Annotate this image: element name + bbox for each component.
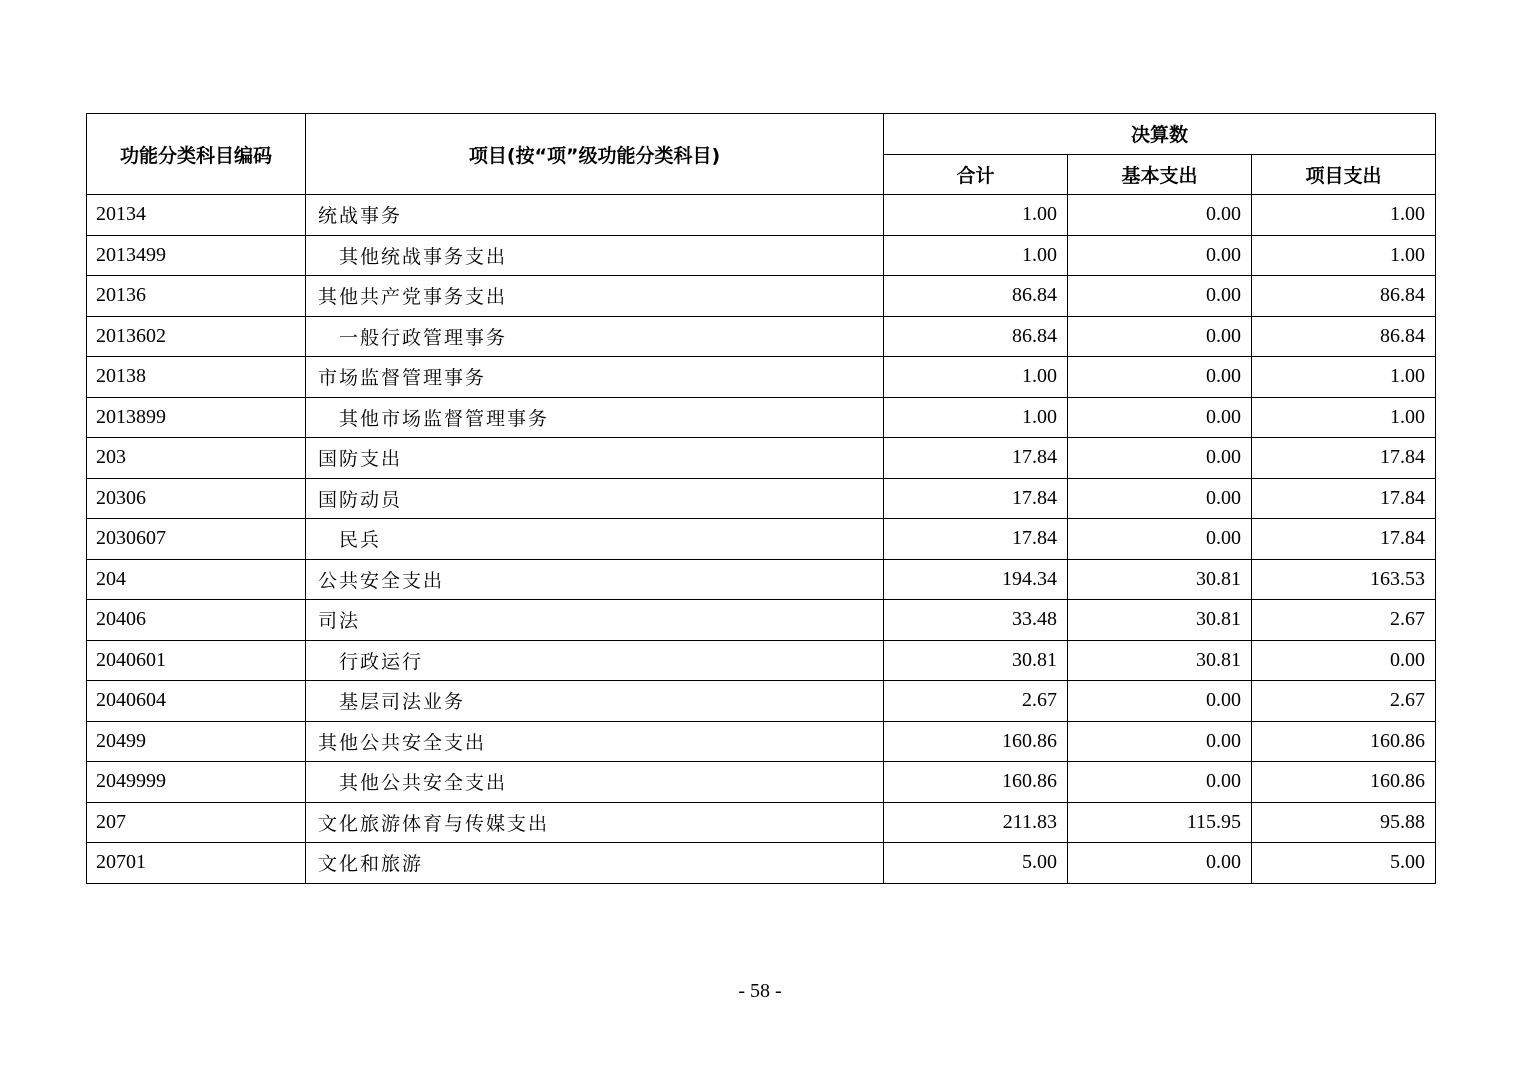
row-code: 204: [87, 559, 306, 600]
row-total: 17.84: [884, 519, 1068, 560]
row-project: 1.00: [1252, 357, 1436, 398]
row-basic: 0.00: [1068, 235, 1252, 276]
row-total: 86.84: [884, 316, 1068, 357]
row-project: 1.00: [1252, 195, 1436, 236]
row-name: 其他统战事务支出: [306, 235, 884, 276]
row-total: 160.86: [884, 762, 1068, 803]
row-name: 文化和旅游: [306, 843, 884, 884]
row-project: 2.67: [1252, 681, 1436, 722]
table-row: [87, 478, 1436, 519]
table-row: [87, 357, 1436, 398]
row-name: 司法: [306, 600, 884, 641]
row-basic: 0.00: [1068, 519, 1252, 560]
row-basic: 0.00: [1068, 681, 1252, 722]
row-basic: 0.00: [1068, 195, 1252, 236]
row-project: 95.88: [1252, 802, 1436, 843]
header-code: 功能分类科目编码: [87, 114, 306, 195]
row-project: 17.84: [1252, 478, 1436, 519]
table-row: [87, 559, 1436, 600]
row-code: 207: [87, 802, 306, 843]
table-row: [87, 802, 1436, 843]
row-project: 86.84: [1252, 276, 1436, 317]
table-row: [87, 519, 1436, 560]
row-basic: 0.00: [1068, 276, 1252, 317]
row-project: 0.00: [1252, 640, 1436, 681]
table-row: [87, 640, 1436, 681]
header-item: 项目(按“项”级功能分类科目): [306, 114, 884, 195]
header-settlement: 决算数: [884, 114, 1436, 155]
row-project: 2.67: [1252, 600, 1436, 641]
row-total: 33.48: [884, 600, 1068, 641]
row-total: 1.00: [884, 357, 1068, 398]
row-name: 民兵: [306, 519, 884, 560]
row-code: 203: [87, 438, 306, 479]
row-basic: 0.00: [1068, 762, 1252, 803]
table-row: [87, 316, 1436, 357]
row-total: 5.00: [884, 843, 1068, 884]
row-basic: 30.81: [1068, 640, 1252, 681]
row-name: 行政运行: [306, 640, 884, 681]
table-row: [87, 276, 1436, 317]
expenditure-table: [86, 113, 1436, 884]
table-body: [87, 195, 1436, 884]
row-basic: 0.00: [1068, 721, 1252, 762]
row-basic: 0.00: [1068, 438, 1252, 479]
row-code: 2013899: [87, 397, 306, 438]
row-name: 其他共产党事务支出: [306, 276, 884, 317]
row-code: 20134: [87, 195, 306, 236]
row-total: 194.34: [884, 559, 1068, 600]
table-row: [87, 681, 1436, 722]
row-name: 一般行政管理事务: [306, 316, 884, 357]
row-project: 17.84: [1252, 519, 1436, 560]
row-code: 2013602: [87, 316, 306, 357]
row-total: 160.86: [884, 721, 1068, 762]
row-total: 1.00: [884, 235, 1068, 276]
row-project: 163.53: [1252, 559, 1436, 600]
row-code: 2030607: [87, 519, 306, 560]
row-name: 其他市场监督管理事务: [306, 397, 884, 438]
row-total: 30.81: [884, 640, 1068, 681]
row-code: 20499: [87, 721, 306, 762]
row-basic: 0.00: [1068, 478, 1252, 519]
row-basic: 0.00: [1068, 397, 1252, 438]
row-name: 国防动员: [306, 478, 884, 519]
row-code: 2040604: [87, 681, 306, 722]
table-row: [87, 843, 1436, 884]
row-code: 20406: [87, 600, 306, 641]
row-name: 国防支出: [306, 438, 884, 479]
table-row: [87, 397, 1436, 438]
page-number: - 58 -: [738, 980, 782, 1002]
row-total: 1.00: [884, 195, 1068, 236]
header-project: 项目支出: [1252, 154, 1436, 195]
row-total: 1.00: [884, 397, 1068, 438]
row-basic: 30.81: [1068, 559, 1252, 600]
row-name: 基层司法业务: [306, 681, 884, 722]
row-code: 20136: [87, 276, 306, 317]
row-name: 公共安全支出: [306, 559, 884, 600]
row-basic: 0.00: [1068, 316, 1252, 357]
row-project: 86.84: [1252, 316, 1436, 357]
row-name: 市场监督管理事务: [306, 357, 884, 398]
table-row: [87, 195, 1436, 236]
table-row: [87, 235, 1436, 276]
row-basic: 0.00: [1068, 843, 1252, 884]
table-row: [87, 600, 1436, 641]
row-basic: 30.81: [1068, 600, 1252, 641]
table-row: [87, 721, 1436, 762]
table-row: [87, 762, 1436, 803]
row-project: 1.00: [1252, 397, 1436, 438]
row-code: 20306: [87, 478, 306, 519]
row-basic: 0.00: [1068, 357, 1252, 398]
row-project: 160.86: [1252, 762, 1436, 803]
row-code: 2049999: [87, 762, 306, 803]
table-row: [87, 438, 1436, 479]
row-total: 17.84: [884, 438, 1068, 479]
row-total: 86.84: [884, 276, 1068, 317]
row-code: 20138: [87, 357, 306, 398]
row-code: 2013499: [87, 235, 306, 276]
row-basic: 115.95: [1068, 802, 1252, 843]
header-total: 合计: [884, 154, 1068, 195]
row-total: 17.84: [884, 478, 1068, 519]
row-name: 统战事务: [306, 195, 884, 236]
row-code: 20701: [87, 843, 306, 884]
row-name: 其他公共安全支出: [306, 762, 884, 803]
row-name: 文化旅游体育与传媒支出: [306, 802, 884, 843]
row-name: 其他公共安全支出: [306, 721, 884, 762]
header-basic: 基本支出: [1068, 154, 1252, 195]
row-total: 2.67: [884, 681, 1068, 722]
row-total: 211.83: [884, 802, 1068, 843]
row-project: 5.00: [1252, 843, 1436, 884]
row-project: 160.86: [1252, 721, 1436, 762]
row-project: 17.84: [1252, 438, 1436, 479]
row-code: 2040601: [87, 640, 306, 681]
row-project: 1.00: [1252, 235, 1436, 276]
